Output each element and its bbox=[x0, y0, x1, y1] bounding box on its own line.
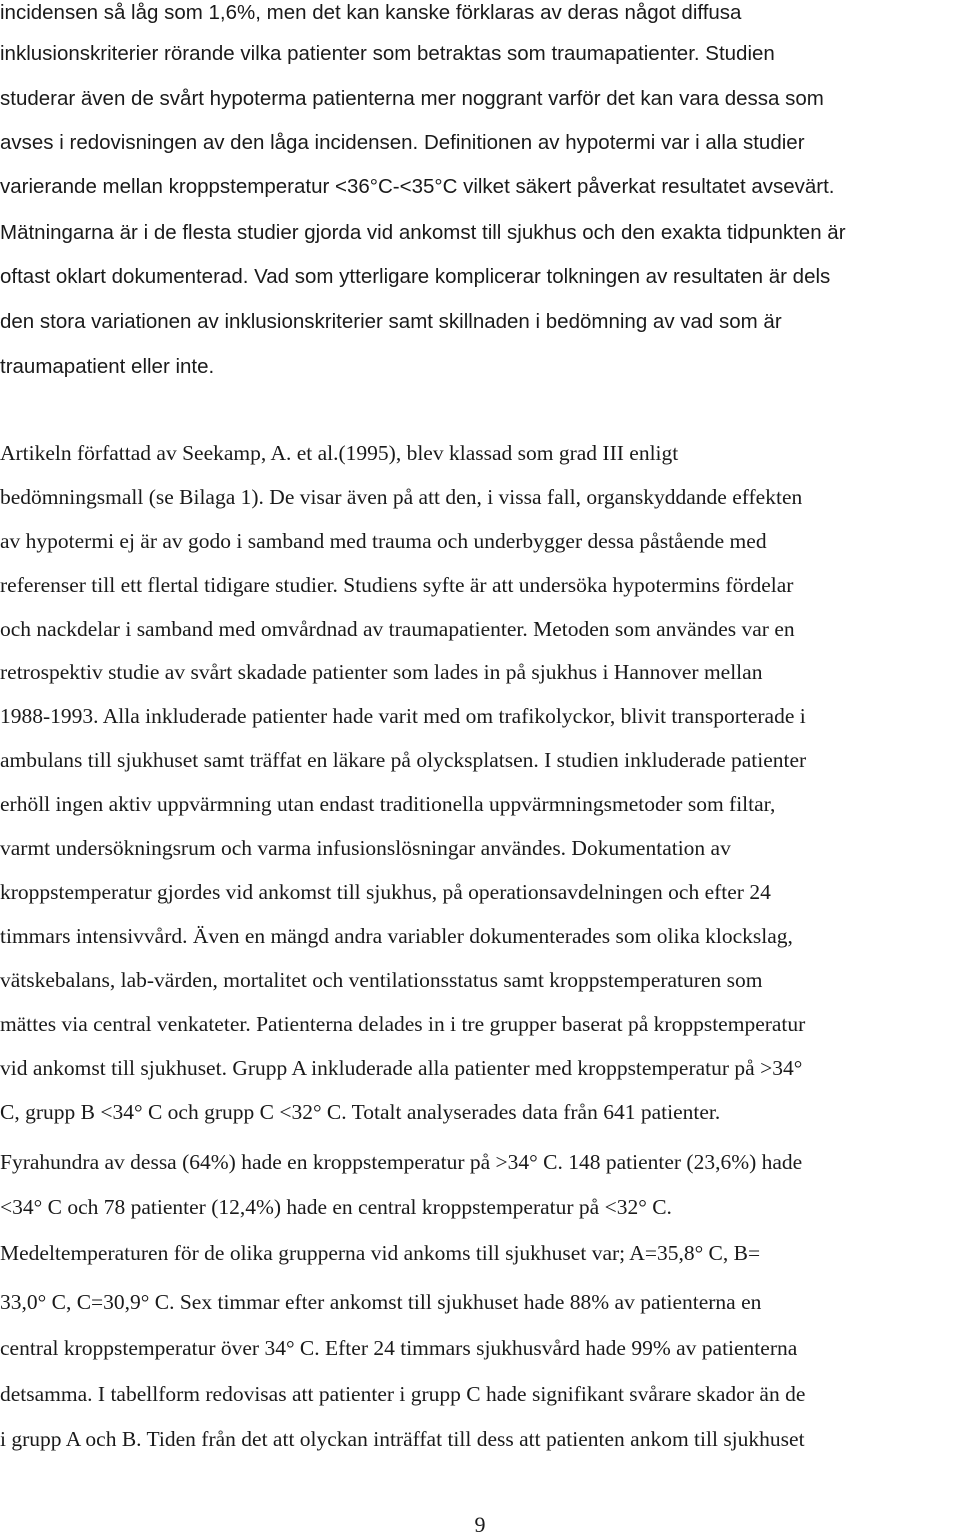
text-line: inklusionskriterier rörande vilka patienter som betraktas som traumapatienter. Studien bbox=[0, 42, 775, 65]
text-line: traumapatient eller inte. bbox=[0, 355, 215, 378]
text-line: varierande mellan kroppstemperatur <36°C-<35°C vilket säkert påverkat resultatet avsevärt. bbox=[0, 175, 835, 198]
text-line: studerar även de svårt hypoterma patienterna mer noggrant varför det kan vara dessa som bbox=[0, 87, 824, 110]
text-line: <34° C och 78 patienter (12,4%) hade en central kroppstemperatur på <32° C. bbox=[0, 1195, 672, 1219]
text-line: Artikeln författad av Seekamp, A. et al.(1995), blev klassad som grad III enligt bbox=[0, 441, 679, 465]
text-line: 33,0° C, C=30,9° C. Sex timmar efter ankomst till sjukhuset hade 88% av patienterna en bbox=[0, 1290, 762, 1314]
text-line: retrospektiv studie av svårt skadade patienter som lades in på sjukhus i Hannover mellan bbox=[0, 660, 763, 684]
text-line: i grupp A och B. Tiden från det att olyckan inträffat till dess att patienten ankom till sjukhuset bbox=[0, 1427, 805, 1451]
text-line: vid ankomst till sjukhuset. Grupp A inkluderade alla patienter med kroppstemperatur på >34° bbox=[0, 1056, 803, 1080]
text-line: referenser till ett flertal tidigare studier. Studiens syfte är att undersöka hypotermins fördelar bbox=[0, 573, 794, 597]
text-line: oftast oklart dokumenterad. Vad som ytterligare komplicerar tolkningen av resultaten är dels bbox=[0, 265, 831, 288]
text-line: Fyrahundra av dessa (64%) hade en kroppstemperatur på >34° C. 148 patienter (23,6%) hade bbox=[0, 1150, 803, 1174]
text-line: 1988-1993. Alla inkluderade patienter hade varit med om trafikolyckor, blivit transporterade i bbox=[0, 704, 806, 728]
text-line: timmars intensivvård. Även en mängd andra variabler dokumenterades som olika klockslag, bbox=[0, 924, 793, 948]
text-line: varmt undersökningsrum och varma infusionslösningar användes. Dokumentation av bbox=[0, 836, 731, 860]
text-line: av hypotermi ej är av godo i samband med trauma och underbygger dessa påstående med bbox=[0, 529, 767, 553]
text-line: C, grupp B <34° C och grupp C <32° C. Totalt analyserades data från 641 patienter. bbox=[0, 1100, 721, 1124]
text-line: incidensen så låg som 1,6%, men det kan kanske förklaras av deras något diffusa bbox=[0, 1, 742, 24]
page-number: 9 bbox=[474, 1512, 486, 1537]
text-line: detsamma. I tabellform redovisas att patienter i grupp C hade signifikant svårare skador än de bbox=[0, 1382, 806, 1406]
text-line: ambulans till sjukhuset samt träffat en läkare på olycksplatsen. I studien inkluderade patienter bbox=[0, 748, 807, 772]
text-line: central kroppstemperatur över 34° C. Efter 24 timmars sjukhusvård hade 99% av patienterna bbox=[0, 1336, 798, 1360]
text-line: erhöll ingen aktiv uppvärmning utan endast traditionella uppvärmningsmetoder som filtar, bbox=[0, 792, 776, 816]
text-line: kroppstemperatur gjordes vid ankomst till sjukhus, på operationsavdelningen och efter 24 bbox=[0, 880, 771, 904]
text-line: den stora variationen av inklusionskriterier samt skillnaden i bedömning av vad som är bbox=[0, 310, 782, 333]
text-line: mättes via central venkateter. Patienterna delades in i tre grupper baserat på kroppstemperatur bbox=[0, 1012, 806, 1036]
text-line: och nackdelar i samband med omvårdnad av traumapatienter. Metoden som användes var en bbox=[0, 617, 795, 641]
text-line: Mätningarna är i de flesta studier gjorda vid ankomst till sjukhus och den exakta tidpunkten är bbox=[0, 221, 846, 244]
text-line: vätskebalans, lab-värden, mortalitet och ventilationsstatus samt kroppstemperaturen som bbox=[0, 968, 763, 992]
text-line: bedömningsmall (se Bilaga 1). De visar även på att den, i vissa fall, organskyddande effekten bbox=[0, 485, 803, 509]
text-line: Medeltemperaturen för de olika grupperna vid ankoms till sjukhuset var; A=35,8° C, B= bbox=[0, 1241, 761, 1265]
text-line: avses i redovisningen av den låga incidensen. Definitionen av hypotermi var i alla studier bbox=[0, 131, 805, 154]
